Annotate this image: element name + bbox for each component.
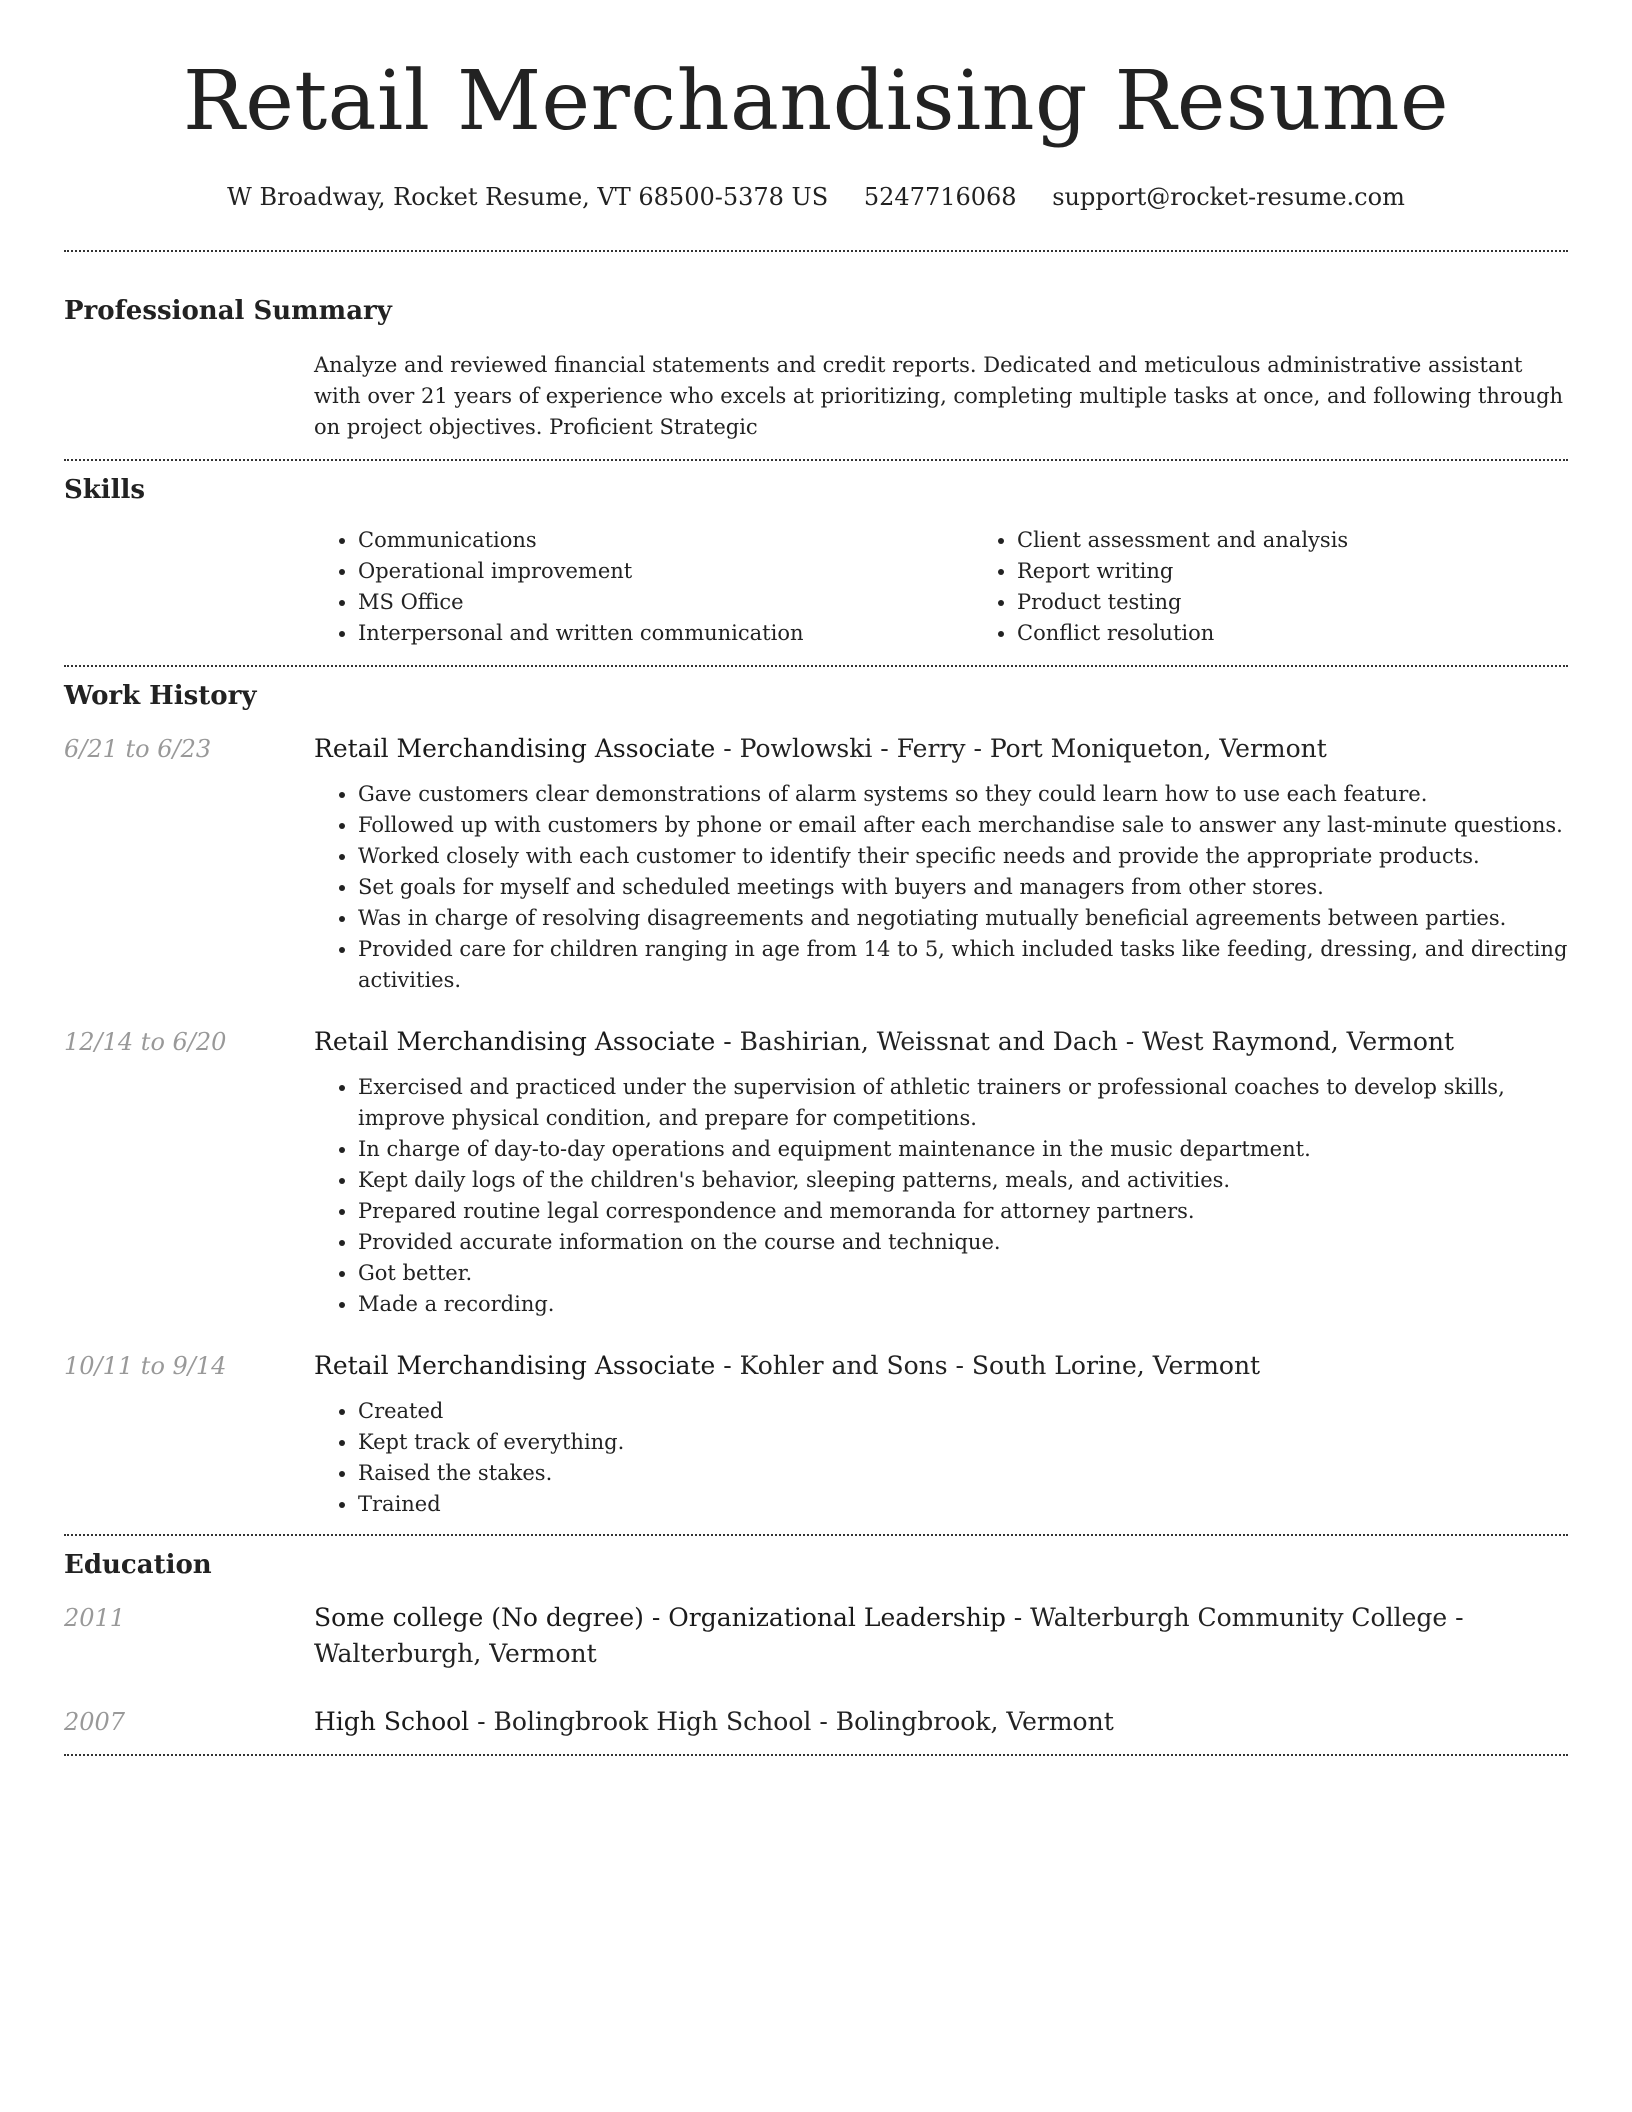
job-bullets <box>314 779 1568 996</box>
resume-title: Retail Merchandising Resume <box>182 54 1450 149</box>
job-bullet: • Made a recording. <box>358 1289 1568 1320</box>
job-bullet: • Followed up with customers by phone or email after each merchandise sale to answer any last-minute questions. <box>358 810 1568 841</box>
job-employer: - Bashirian, Weissnat and Dach - West Raymond, Vermont <box>715 1027 1455 1056</box>
contact-address: W Broadway, Rocket Resume, VT 68500-5378 US <box>227 183 829 211</box>
education-school: - Bolingbrook High School - Bolingbrook, Vermont <box>469 1707 1114 1736</box>
skills-list-left <box>314 525 973 649</box>
divider <box>64 1754 1568 1756</box>
work-history-heading: Work History <box>64 681 257 711</box>
job-bullet: • In charge of day-to-day operations and equipment maintenance in the music department. <box>358 1134 1568 1165</box>
job-bullet: • Created <box>358 1396 1568 1427</box>
job-bullet: • Set goals for myself and scheduled meetings with buyers and managers from other stores. <box>358 872 1568 903</box>
work-history-section <box>64 667 1568 1520</box>
education-heading: Education <box>64 1550 212 1580</box>
job-dates: 6/21 to 6/23 <box>64 735 212 763</box>
skill-item: • Product testing <box>1017 587 1348 618</box>
job-dates: 10/11 to 9/14 <box>64 1352 227 1380</box>
contact-phone: 5247716068 <box>863 183 1017 211</box>
education-entry <box>64 1704 1568 1740</box>
job-heading <box>314 731 1568 767</box>
skill-item: • MS Office <box>358 587 973 618</box>
job-employer: - Powlowski - Ferry - Port Moniqueton, Vermont <box>715 734 1327 763</box>
skills-list-right <box>973 525 1348 649</box>
job-bullet: • Raised the stakes. <box>358 1458 1568 1489</box>
job-title: Retail Merchandising Associate <box>314 1027 716 1056</box>
education-heading-line <box>314 1704 1568 1740</box>
summary-text: Analyze and reviewed financial statements and credit reports. Dedicated and meticulous administrative assistant with over 21 years of experience who excels at prioritizing, completing multiple tasks at once, and following through on project objectives. Proficient Strategic <box>314 353 1564 439</box>
education-year: 2007 <box>64 1708 126 1736</box>
job-heading <box>314 1348 1568 1384</box>
skill-item: • Conflict resolution <box>1017 618 1348 649</box>
education-entry <box>64 1600 1568 1672</box>
skill-item: • Operational improvement <box>358 556 973 587</box>
job-bullet: • Kept daily logs of the children's behavior, sleeping patterns, meals, and activities. <box>358 1165 1568 1196</box>
job-bullet: • Was in charge of resolving disagreements and negotiating mutually beneficial agreements between parties. <box>358 903 1568 934</box>
job-title: Retail Merchandising Associate <box>314 734 716 763</box>
job-entry <box>64 1024 1568 1320</box>
contact-email: support@rocket-resume.com <box>1052 183 1405 211</box>
job-bullets <box>314 1072 1568 1320</box>
job-bullet: • Gave customers clear demonstrations of alarm systems so they could learn how to use each feature. <box>358 779 1568 810</box>
job-bullet: • Kept track of everything. <box>358 1427 1568 1458</box>
education-degree: Some college (No degree) - Organizational Leadership <box>314 1603 1006 1632</box>
skill-item: • Interpersonal and written communication <box>358 618 973 649</box>
job-entry <box>64 1348 1568 1520</box>
education-section <box>64 1536 1568 1740</box>
job-bullet: • Provided care for children ranging in age from 14 to 5, which included tasks like feeding, dressing, and directing activities. <box>358 934 1568 996</box>
job-bullet: • Prepared routine legal correspondence and memoranda for attorney partners. <box>358 1196 1568 1227</box>
job-bullet: • Trained <box>358 1489 1568 1520</box>
education-degree: High School <box>314 1707 470 1736</box>
skills-heading: Skills <box>64 475 146 505</box>
education-heading-line <box>314 1600 1568 1672</box>
job-bullet: • Worked closely with each customer to identify their specific needs and provide the appropriate products. <box>358 841 1568 872</box>
job-bullets <box>314 1396 1568 1520</box>
education-year: 2011 <box>64 1604 126 1632</box>
skill-item: • Client assessment and analysis <box>1017 525 1348 556</box>
job-bullet: • Exercised and practiced under the supervision of athletic trainers or professional coaches to develop skills, improve physical condition, and prepare for competitions. <box>358 1072 1568 1134</box>
job-title: Retail Merchandising Associate <box>314 1351 716 1380</box>
job-employer: - Kohler and Sons - South Lorine, Vermont <box>715 1351 1261 1380</box>
skill-item: • Report writing <box>1017 556 1348 587</box>
skills-section <box>64 461 1568 665</box>
skill-item: • Communications <box>358 525 973 556</box>
job-dates: 12/14 to 6/20 <box>64 1028 227 1056</box>
contact-line <box>64 180 1568 214</box>
job-entry <box>64 731 1568 996</box>
summary-heading: Professional Summary <box>64 296 392 326</box>
job-bullet: • Got better. <box>358 1258 1568 1289</box>
summary-section <box>64 252 1568 443</box>
job-bullet: • Provided accurate information on the course and technique. <box>358 1227 1568 1258</box>
job-heading <box>314 1024 1568 1060</box>
education-school: - Walterburgh Community College - Walterburgh, Vermont <box>314 1603 1464 1668</box>
